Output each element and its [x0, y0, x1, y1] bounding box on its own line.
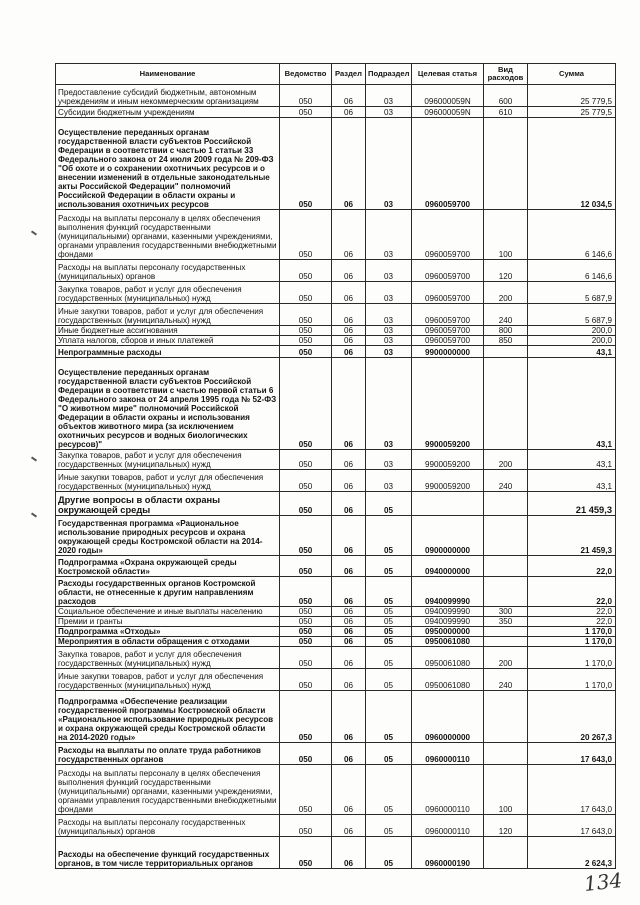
table-row [56, 326, 616, 336]
cell-subsection: 05 [366, 837, 412, 869]
cell-subsection: 03 [366, 85, 412, 107]
cell-dept: 050 [280, 470, 332, 492]
cell-dept: 050 [280, 743, 332, 765]
cell-kind: 300 [484, 607, 528, 617]
cell-section: 06 [332, 577, 366, 607]
cell-subsection: 03 [366, 282, 412, 304]
cell-dept: 050 [280, 210, 332, 260]
cell-kind: 200 [484, 647, 528, 669]
cell-name: Премии и гранты [56, 617, 280, 627]
cell-section: 06 [332, 617, 366, 627]
cell-section: 06 [332, 260, 366, 282]
cell-subsection: 03 [366, 260, 412, 282]
cell-name: Иные бюджетные ассигнования [56, 326, 280, 336]
cell-sum: 5 687,9 [528, 304, 616, 326]
cell-name: Подпрограмма «Охрана окружающей среды Костромской области» [56, 556, 280, 577]
cell-article: 9900000000 [412, 346, 484, 358]
header-kind: Вид расходов [484, 64, 528, 85]
cell-article: 9900059200 [412, 450, 484, 470]
cell-article: 0940099990 [412, 607, 484, 617]
cell-section: 06 [332, 815, 366, 837]
cell-name: Расходы государственных органов Костромской области, не отнесенные к другим направлениям расходов [56, 577, 280, 607]
cell-subsection: 03 [366, 118, 412, 210]
table-row [56, 358, 616, 450]
cell-subsection: 03 [366, 358, 412, 450]
cell-subsection: 05 [366, 627, 412, 637]
cell-sum: 1 170,0 [528, 669, 616, 691]
cell-sum: 25 779,5 [528, 107, 616, 118]
cell-kind: 240 [484, 470, 528, 492]
table-row [56, 336, 616, 346]
cell-sum: 17 643,0 [528, 743, 616, 765]
cell-section: 06 [332, 837, 366, 869]
cell-subsection: 03 [366, 304, 412, 326]
cell-article: 0960059700 [412, 282, 484, 304]
cell-section: 06 [332, 118, 366, 210]
table-row [56, 627, 616, 637]
cell-article: 096000059N [412, 85, 484, 107]
cell-subsection: 05 [366, 691, 412, 743]
cell-kind [484, 691, 528, 743]
cell-section: 06 [332, 669, 366, 691]
cell-article: 0960000190 [412, 837, 484, 869]
cell-sum: 1 170,0 [528, 627, 616, 637]
cell-name: Иные закупки товаров, работ и услуг для обеспечения государственных (муниципальных) нужд [56, 304, 280, 326]
cell-dept: 050 [280, 304, 332, 326]
table-row [56, 282, 616, 304]
cell-dept: 050 [280, 450, 332, 470]
cell-dept: 050 [280, 282, 332, 304]
cell-subsection: 03 [366, 210, 412, 260]
cell-subsection: 05 [366, 516, 412, 556]
table-row [56, 450, 616, 470]
cell-sum: 22,0 [528, 607, 616, 617]
cell-kind [484, 516, 528, 556]
cell-kind [484, 358, 528, 450]
cell-kind: 610 [484, 107, 528, 118]
table-row [56, 647, 616, 669]
cell-section: 06 [332, 743, 366, 765]
cell-article: 0960059700 [412, 210, 484, 260]
cell-kind: 800 [484, 326, 528, 336]
cell-dept: 050 [280, 336, 332, 346]
cell-section: 06 [332, 556, 366, 577]
header-section: Раздел [332, 64, 366, 85]
cell-name: Расходы на выплаты персоналу в целях обеспечения выполнения функций государственными (муниципальными) органами, казенными учреждениями, органами управления государственными внебюджетными фондами [56, 765, 280, 815]
cell-subsection: 03 [366, 346, 412, 358]
cell-sum: 22,0 [528, 617, 616, 627]
cell-dept: 050 [280, 607, 332, 617]
cell-sum: 5 687,9 [528, 282, 616, 304]
cell-section: 06 [332, 282, 366, 304]
cell-section: 06 [332, 336, 366, 346]
cell-section: 06 [332, 607, 366, 617]
cell-subsection: 05 [366, 577, 412, 607]
cell-subsection: 05 [366, 647, 412, 669]
cell-kind: 200 [484, 282, 528, 304]
cell-kind [484, 556, 528, 577]
table-row [56, 617, 616, 627]
cell-dept: 050 [280, 118, 332, 210]
header-dept: Ведомство [280, 64, 332, 85]
cell-section: 06 [332, 358, 366, 450]
header-subsection: Подраздел [366, 64, 412, 85]
cell-name: Предоставление субсидий бюджетным, автономным учреждениям и иным некоммерческим организациям [56, 85, 280, 107]
cell-subsection: 05 [366, 492, 412, 516]
cell-section: 06 [332, 304, 366, 326]
cell-sum: 22,0 [528, 577, 616, 607]
cell-sum: 200,0 [528, 326, 616, 336]
table-body [56, 85, 616, 869]
cell-sum: 12 034,5 [528, 118, 616, 210]
cell-section: 06 [332, 85, 366, 107]
cell-name: Осуществление переданных органам государственной власти субъектов Российской Федерации в соответствии с частью первой статьи 6 Федерального закона от 24 апреля 1995 года № 52-ФЗ "О животном мире" полномочий Российской Федерации в области охраны и использования объектов животного мира (за исключением охотничьих ресурсов и водных биологических ресурсов)" [56, 358, 280, 450]
cell-kind: 100 [484, 765, 528, 815]
table-row [56, 837, 616, 869]
cell-sum: 2 624,3 [528, 837, 616, 869]
cell-dept: 050 [280, 516, 332, 556]
table-row [56, 691, 616, 743]
budget-table [55, 63, 616, 869]
cell-article: 0960059700 [412, 336, 484, 346]
table-row [56, 815, 616, 837]
cell-sum: 25 779,5 [528, 85, 616, 107]
cell-name: Расходы на обеспечение функций государственных органов, в том числе территориальных органов [56, 837, 280, 869]
header-sum: Сумма [528, 64, 616, 85]
cell-kind: 120 [484, 815, 528, 837]
cell-name: Уплата налогов, сборов и иных платежей [56, 336, 280, 346]
cell-kind [484, 492, 528, 516]
cell-sum: 20 267,3 [528, 691, 616, 743]
cell-dept: 050 [280, 260, 332, 282]
cell-kind: 240 [484, 669, 528, 691]
header-name: Наименование [56, 64, 280, 85]
cell-name: Расходы на выплаты по оплате труда работников государственных органов [56, 743, 280, 765]
cell-article [412, 492, 484, 516]
cell-name: Подпрограмма «Обеспечение реализации государственной программы Костромской области «Рациональное использование природных ресурсов и охрана окружающей среды Костромской области на 2014-2020 годы» [56, 691, 280, 743]
cell-dept: 050 [280, 577, 332, 607]
cell-dept: 050 [280, 85, 332, 107]
cell-subsection: 03 [366, 470, 412, 492]
cell-dept: 050 [280, 492, 332, 516]
cell-subsection: 03 [366, 336, 412, 346]
cell-section: 06 [332, 637, 366, 647]
cell-name: Закупка товаров, работ и услуг для обеспечения государственных (муниципальных) нужд [56, 647, 280, 669]
cell-subsection: 05 [366, 743, 412, 765]
table-row [56, 304, 616, 326]
cell-kind [484, 637, 528, 647]
cell-section: 06 [332, 765, 366, 815]
cell-sum: 6 146,6 [528, 210, 616, 260]
cell-subsection: 05 [366, 607, 412, 617]
cell-kind [484, 837, 528, 869]
cell-sum: 1 170,0 [528, 647, 616, 669]
cell-name: Субсидии бюджетным учреждениям [56, 107, 280, 118]
cell-subsection: 05 [366, 669, 412, 691]
cell-dept: 050 [280, 617, 332, 627]
cell-dept: 050 [280, 669, 332, 691]
cell-sum: 21 459,3 [528, 492, 616, 516]
cell-kind: 600 [484, 85, 528, 107]
cell-article: 0950061080 [412, 637, 484, 647]
table-row [56, 607, 616, 617]
cell-name: Мероприятия в области обращения с отходами [56, 637, 280, 647]
cell-subsection: 03 [366, 326, 412, 336]
cell-name: Государственная программа «Рациональное использование природных ресурсов и охрана окружающей среды Костромской области на 2014-2020 годы» [56, 516, 280, 556]
cell-dept: 050 [280, 346, 332, 358]
cell-kind: 200 [484, 450, 528, 470]
cell-name: Расходы на выплаты персоналу государственных (муниципальных) органов [56, 260, 280, 282]
table-row [56, 346, 616, 358]
cell-kind [484, 627, 528, 637]
table-row [56, 669, 616, 691]
cell-sum: 1 170,0 [528, 637, 616, 647]
cell-dept: 050 [280, 837, 332, 869]
cell-subsection: 05 [366, 617, 412, 627]
cell-article: 0960000110 [412, 765, 484, 815]
cell-sum: 17 643,0 [528, 815, 616, 837]
cell-dept: 050 [280, 556, 332, 577]
header-article: Целевая статья [412, 64, 484, 85]
table-row [56, 743, 616, 765]
cell-section: 06 [332, 516, 366, 556]
table-row [56, 492, 616, 516]
cell-dept: 050 [280, 637, 332, 647]
cell-name: Другие вопросы в области охраны окружающей среды [56, 492, 280, 516]
cell-article: 9900059200 [412, 470, 484, 492]
cell-sum: 200,0 [528, 336, 616, 346]
cell-section: 06 [332, 691, 366, 743]
cell-sum: 17 643,0 [528, 765, 616, 815]
cell-dept: 050 [280, 358, 332, 450]
cell-kind: 350 [484, 617, 528, 627]
cell-sum: 43,1 [528, 358, 616, 450]
table-row [56, 85, 616, 107]
cell-sum: 43,1 [528, 470, 616, 492]
cell-section: 06 [332, 450, 366, 470]
cell-dept: 050 [280, 107, 332, 118]
cell-dept: 050 [280, 627, 332, 637]
table-row [56, 637, 616, 647]
margin-mark [31, 230, 37, 235]
cell-name: Иные закупки товаров, работ и услуг для обеспечения государственных (муниципальных) нужд [56, 669, 280, 691]
cell-article: 0950061080 [412, 647, 484, 669]
cell-sum: 21 459,3 [528, 516, 616, 556]
cell-section: 06 [332, 470, 366, 492]
cell-dept: 050 [280, 647, 332, 669]
margin-mark [31, 512, 37, 517]
cell-section: 06 [332, 107, 366, 118]
cell-name: Социальное обеспечение и иные выплаты населению [56, 607, 280, 617]
cell-kind [484, 346, 528, 358]
cell-article: 096000059N [412, 107, 484, 118]
cell-name: Расходы на выплаты персоналу государственных (муниципальных) органов [56, 815, 280, 837]
cell-kind: 240 [484, 304, 528, 326]
cell-subsection: 03 [366, 450, 412, 470]
table-row [56, 210, 616, 260]
cell-article: 0960059700 [412, 304, 484, 326]
cell-section: 06 [332, 647, 366, 669]
cell-kind: 120 [484, 260, 528, 282]
cell-article: 0960059700 [412, 260, 484, 282]
cell-name: Иные закупки товаров, работ и услуг для обеспечения государственных (муниципальных) нужд [56, 470, 280, 492]
cell-dept: 050 [280, 326, 332, 336]
cell-dept: 050 [280, 815, 332, 837]
table-row [56, 118, 616, 210]
table-row [56, 556, 616, 577]
cell-section: 06 [332, 346, 366, 358]
cell-subsection: 05 [366, 637, 412, 647]
cell-kind [484, 118, 528, 210]
cell-subsection: 03 [366, 107, 412, 118]
cell-name: Непрограммные расходы [56, 346, 280, 358]
cell-name: Закупка товаров, работ и услуг для обеспечения государственных (муниципальных) нужд [56, 282, 280, 304]
table-row [56, 765, 616, 815]
cell-article: 0960000110 [412, 815, 484, 837]
cell-section: 06 [332, 492, 366, 516]
cell-name: Расходы на выплаты персоналу в целях обеспечения выполнения функций государственными (муниципальными) органами, казенными учреждениями, органами управления государственными внебюджетными фондами [56, 210, 280, 260]
cell-section: 06 [332, 326, 366, 336]
cell-sum: 22,0 [528, 556, 616, 577]
cell-article: 0940099990 [412, 577, 484, 607]
cell-sum: 43,1 [528, 450, 616, 470]
cell-article: 0950000000 [412, 627, 484, 637]
cell-sum: 43,1 [528, 346, 616, 358]
cell-name: Осуществление переданных органам государственной власти субъектов Российской Федерации в соответствии с частью 1 статьи 33 Федерального закона от 24 июля 2009 года № 209-ФЗ "Об охоте и о сохранении охотничьих ресурсов и о внесении изменений в отдельные законодательные акты Российской Федерации" полномочий Российской Федерации в области охраны и использования охотничьих ресурсов [56, 118, 280, 210]
cell-subsection: 05 [366, 765, 412, 815]
cell-dept: 050 [280, 691, 332, 743]
table-row [56, 260, 616, 282]
cell-article: 0960059700 [412, 326, 484, 336]
cell-dept: 050 [280, 765, 332, 815]
cell-article: 0940099990 [412, 617, 484, 627]
cell-article: 0960059700 [412, 118, 484, 210]
cell-kind [484, 743, 528, 765]
cell-name: Закупка товаров, работ и услуг для обеспечения государственных (муниципальных) нужд [56, 450, 280, 470]
cell-article: 0940000000 [412, 556, 484, 577]
cell-article: 0950061080 [412, 669, 484, 691]
cell-section: 06 [332, 627, 366, 637]
cell-article: 0900000000 [412, 516, 484, 556]
cell-kind: 850 [484, 336, 528, 346]
cell-subsection: 05 [366, 815, 412, 837]
cell-article: 9900059200 [412, 358, 484, 450]
cell-sum: 6 146,6 [528, 260, 616, 282]
table-header-row [56, 64, 616, 85]
margin-mark [31, 456, 37, 461]
cell-subsection: 05 [366, 556, 412, 577]
table-row [56, 107, 616, 118]
table-row [56, 577, 616, 607]
page-number: 134 [582, 868, 624, 896]
cell-name: Подпрограмма «Отходы» [56, 627, 280, 637]
cell-kind [484, 577, 528, 607]
cell-article: 0960000110 [412, 743, 484, 765]
table-row [56, 470, 616, 492]
cell-section: 06 [332, 210, 366, 260]
table-row [56, 516, 616, 556]
cell-kind: 100 [484, 210, 528, 260]
cell-article: 0960000000 [412, 691, 484, 743]
